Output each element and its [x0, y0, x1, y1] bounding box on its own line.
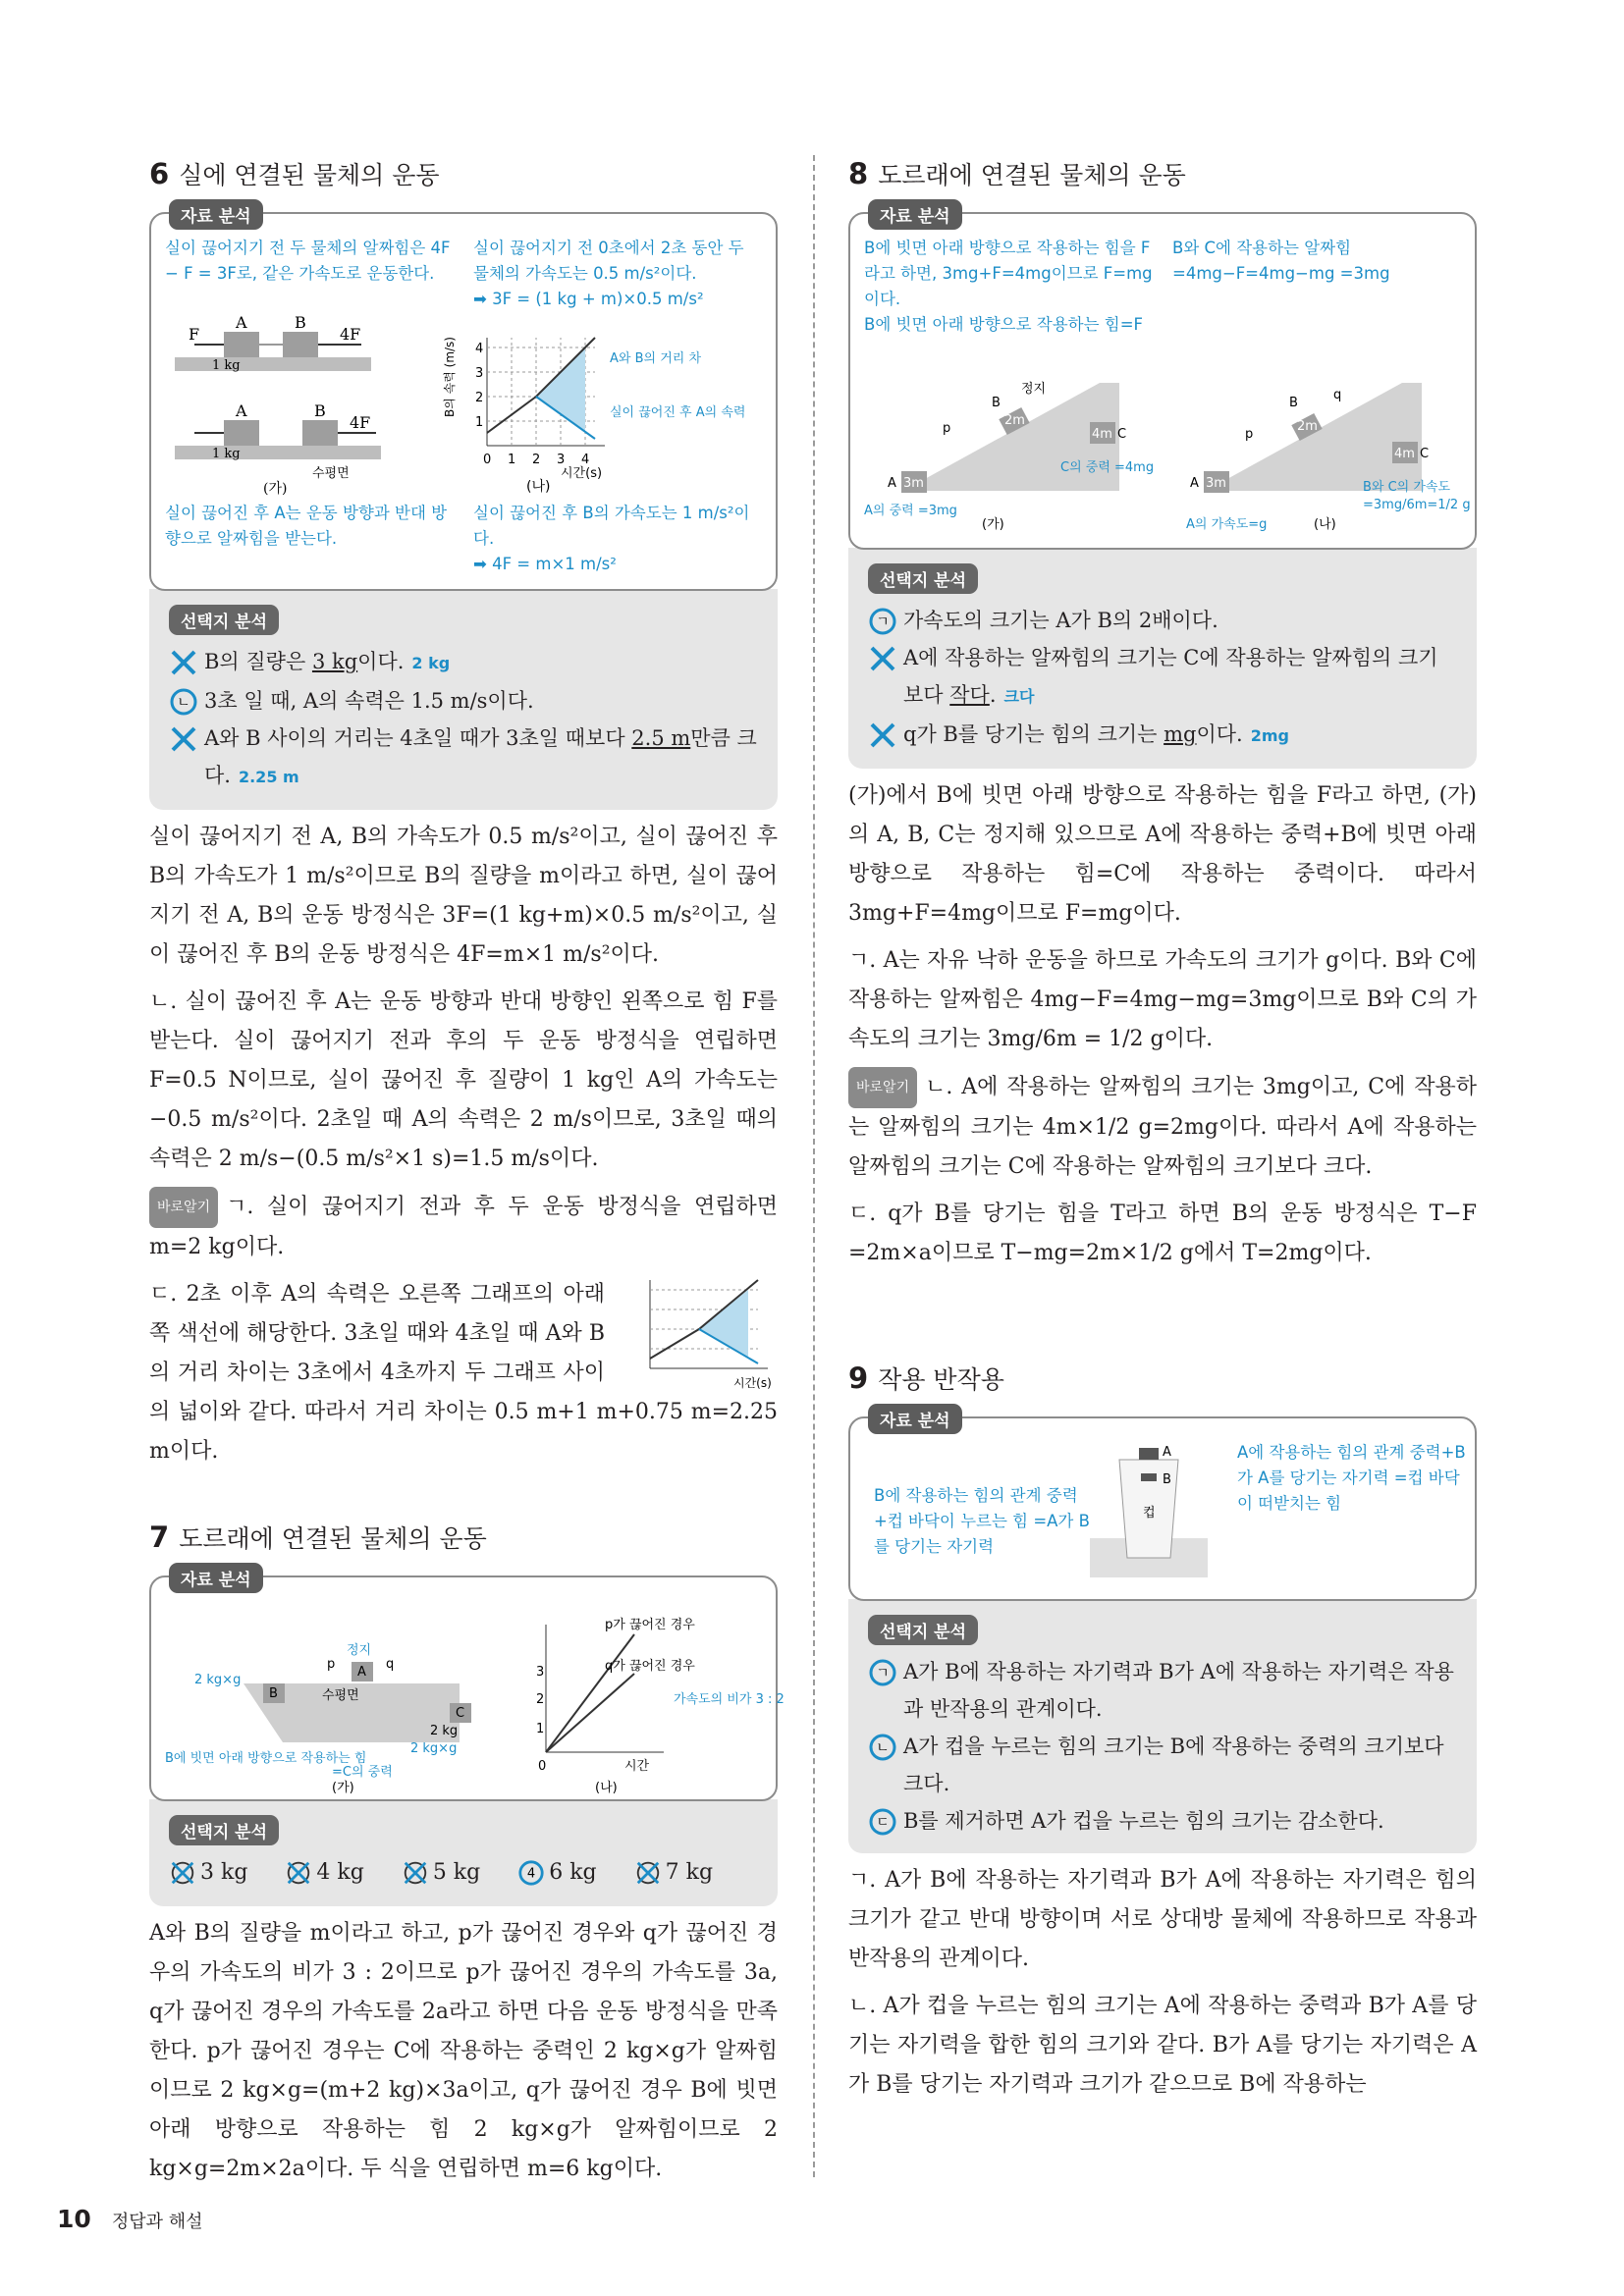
correct-circle-icon — [868, 607, 897, 636]
svg-text:B: B — [1163, 1472, 1171, 1487]
label-f: F — [189, 325, 200, 344]
choice-item: A와 B 사이의 거리는 4초일 때가 3초일 때보다 2.5 m만큼 크다. 2.25 m — [169, 720, 758, 796]
svg-text:정지: 정지 — [347, 1643, 372, 1658]
left-column — [149, 157, 785, 2189]
option-item: 7 kg — [634, 1853, 713, 1893]
svg-text:B: B — [992, 396, 1001, 410]
svg-text:B에 빗면 아래 방향으로 작용하는 힘: B에 빗면 아래 방향으로 작용하는 힘 — [165, 1751, 367, 1766]
svg-text:ㄴ: ㄴ — [177, 695, 190, 711]
inline-speed-graph — [621, 1275, 778, 1393]
problem-8-choices — [848, 548, 1477, 769]
choices-label: 선택지 분석 — [868, 563, 978, 594]
wrong-mark-icon — [868, 721, 897, 750]
figure-7b-graph — [507, 1605, 785, 1795]
svg-text:2m: 2m — [1004, 413, 1025, 428]
correct-circle-icon — [868, 1807, 897, 1837]
wrong-mark-icon — [169, 648, 198, 677]
svg-text:A: A — [1190, 476, 1199, 491]
option-item-correct: 4 6 kg — [517, 1853, 596, 1893]
explanation-paragraph: 바로알기 ㄱ. 실이 끊어지기 전과 후 두 운동 방정식을 연립하면 m=2 kg이다. — [149, 1187, 778, 1267]
figure-6b-graph — [428, 318, 762, 495]
svg-text:A의 가속도=g: A의 가속도=g — [1186, 517, 1268, 532]
explanation-paragraph: A와 B의 질량을 m이라고 하고, p가 끊어진 경우와 q가 끊어진 경우의 가속도의 비가 3 : 2이므로 p가 끊어진 경우의 가속도를 3a, q가 끊어진 경우의 가속도를 2a라고 하면 다음 운동 방정식을 만족한다. p가 끊어진 경우는 C에 작용하는 중력인 2 kg×g가 알짜힘이므로 2 kg×g=(m+2 kg)×3a이고, q가 끊어진 경우 B에 빗면 아래 방향으로 작용하는 힘 2 kg×g가 알짜힘이므로 2 kg×g=2m×2a이다. 두 식을 연립하면 m=6 kg이다. — [149, 1921, 778, 2181]
figure-label: (나) — [526, 479, 551, 495]
figure-8a-incline — [864, 344, 1159, 530]
svg-text:2 kg×g: 2 kg×g — [194, 1673, 242, 1687]
label-mass: 1 kg — [212, 447, 241, 461]
choice-item: ㄴ 3초 일 때, A의 속력은 1.5 m/s이다. — [169, 682, 758, 720]
x-axis-label: 시간(s) — [561, 466, 603, 481]
svg-text:(나): (나) — [595, 1781, 618, 1795]
problem-7-analysis-box — [149, 1571, 785, 1801]
svg-text:q: q — [1333, 388, 1342, 402]
tick-label: 3 — [557, 453, 566, 467]
analysis-label: 자료 분석 — [868, 1404, 962, 1434]
figure-6a-blocks — [165, 313, 401, 497]
y-axis-label: B의 속력 (m/s) — [443, 337, 457, 417]
floor — [175, 446, 381, 459]
svg-text:4: 4 — [527, 1866, 536, 1882]
right-column — [848, 157, 1477, 2105]
wrong-mark-icon — [402, 1859, 429, 1887]
footer-label: 정답과 해설 — [111, 2212, 203, 2232]
explanation-paragraph: ㄱ. A가 B에 작용하는 자기력과 B가 A에 작용하는 자기력은 힘의 크기가 같고 반대 방향이며 서로 상대방 물체에 작용하므로 작용과 반작용의 관계이다. — [848, 1868, 1477, 1971]
annotation: A와 B의 거리 차 — [610, 351, 701, 366]
svg-text:ㄱ: ㄱ — [876, 614, 890, 630]
problem-8-analysis-box — [848, 207, 1477, 550]
svg-text:C: C — [456, 1706, 465, 1721]
problem-9-choices — [848, 1599, 1477, 1853]
annotation: 실이 끊어지기 전 두 물체의 알짜힘은 4F − F = 3F로, 같은 가속도로 운동한다. — [165, 239, 451, 283]
svg-text:3m: 3m — [1206, 476, 1226, 491]
label-a: A — [236, 401, 247, 420]
svg-text:ㄴ: ㄴ — [876, 1740, 890, 1756]
page-number: 10 — [57, 2205, 91, 2233]
tick-label: 0 — [483, 453, 492, 467]
correction-tag: 바로알기 — [149, 1187, 218, 1228]
svg-text:2: 2 — [536, 1692, 545, 1707]
explanation-paragraph: ㄴ. A가 컵을 누르는 힘의 크기는 A에 작용하는 중력과 B가 A를 당기는 자기력을 합한 힘의 크기와 같다. B가 A를 당기는 자기력은 A가 B를 당기는 자기력과 크기가 같으므로 B에 작용하는 — [848, 1994, 1477, 2097]
explanation-paragraph: ㄷ. q가 B를 당기는 힘을 T라고 하면 B의 운동 방정식은 T−F =2m×a이므로 T−mg=2m×1/2 g에서 T=2mg이다. — [848, 1201, 1477, 1265]
choice-item: ㄱ 가속도의 크기는 A가 B의 2배이다. — [868, 602, 1457, 639]
svg-text:=C의 중력: =C의 중력 — [332, 1765, 393, 1780]
wrong-mark-icon — [169, 1859, 196, 1887]
figure-7a-pulleys — [165, 1605, 489, 1795]
tick-label: 1 — [475, 415, 484, 430]
svg-text:A: A — [1163, 1445, 1171, 1460]
tick-label: 4 — [581, 453, 590, 467]
tick-label: 2 — [532, 453, 541, 467]
svg-text:(나): (나) — [1314, 517, 1336, 532]
svg-text:p: p — [943, 421, 951, 436]
choice-item: ㄴ A가 컵을 누르는 힘의 크기는 B에 작용하는 중력의 크기보다 크다. — [868, 1728, 1457, 1802]
svg-text:3: 3 — [536, 1665, 545, 1680]
explanation-paragraph: ㄱ. A는 자유 낙하 운동을 하므로 가속도의 크기가 g이다. B와 C에 작용하는 알짜힘은 4mg−F=4mg−mg=3mg이므로 B와 C의 가속도의 크기는 3mg/6m = 1/2 g이다. — [848, 948, 1477, 1051]
svg-text:컵: 컵 — [1143, 1506, 1156, 1521]
analysis-label: 자료 분석 — [169, 1563, 263, 1593]
problem-7-choices — [149, 1799, 778, 1906]
tick-label: 4 — [475, 342, 484, 356]
tick-label: 2 — [475, 391, 484, 405]
svg-text:(가): (가) — [982, 517, 1004, 532]
wrong-mark-icon — [634, 1859, 662, 1887]
correct-circle-icon — [169, 687, 198, 717]
floor — [175, 357, 371, 371]
correct-circle-icon — [868, 1733, 897, 1762]
svg-text:가속도의 비가 3 : 2: 가속도의 비가 3 : 2 — [674, 1692, 785, 1707]
svg-text:1: 1 — [536, 1722, 545, 1736]
column-divider — [813, 155, 815, 2177]
svg-text:(가): (가) — [332, 1781, 354, 1795]
svg-text:2m: 2m — [1297, 419, 1318, 434]
svg-text:0: 0 — [538, 1759, 547, 1774]
cup-figure — [1080, 1440, 1218, 1587]
choice-item: B의 질량은 3 kg이다. 2 kg — [169, 643, 758, 682]
svg-text:4m: 4m — [1394, 447, 1415, 461]
analysis-label: 자료 분석 — [169, 199, 263, 230]
block-b — [283, 332, 318, 357]
analysis-label: 자료 분석 — [868, 199, 962, 230]
label-b: B — [314, 401, 326, 420]
annotation: B와 C에 작용하는 알짜힘 =4mg−F=4mg−mg =3mg — [1172, 239, 1390, 283]
svg-text:B: B — [1289, 396, 1298, 410]
wrong-mark-icon — [169, 724, 198, 754]
svg-text:A의 중력 =3mg: A의 중력 =3mg — [864, 504, 957, 518]
option-item: 5 kg — [402, 1853, 480, 1893]
correct-circle-icon — [517, 1859, 545, 1887]
choice-item: ㄱ A가 B에 작용하는 자기력과 B가 A에 작용하는 자기력은 작용과 반작용의 관계이다. — [868, 1653, 1457, 1728]
choices-label: 선택지 분석 — [169, 1815, 279, 1845]
svg-text:2 kg×g: 2 kg×g — [410, 1741, 458, 1756]
svg-text:C: C — [1420, 447, 1430, 461]
label-a: A — [236, 313, 247, 332]
choice-item: q가 B를 당기는 힘의 크기는 mg이다. 2mg — [868, 716, 1457, 755]
choices-label: 선택지 분석 — [169, 605, 279, 635]
problem-9-title: 9 작용 반작용 — [848, 1362, 1004, 1395]
label-4f: 4F — [350, 413, 371, 432]
figure-label: (가) — [263, 481, 288, 497]
svg-text:4m: 4m — [1092, 427, 1112, 442]
problem-7-title: 7 도르래에 연결된 물체의 운동 — [149, 1521, 487, 1554]
problem-9-analysis-box — [848, 1412, 1477, 1601]
label-4f: 4F — [340, 325, 361, 344]
choice-item: ㄷ B를 제거하면 A가 컵을 누르는 힘의 크기는 감소한다. — [868, 1802, 1457, 1840]
explanation-paragraph: (가)에서 B에 빗면 아래 방향으로 작용하는 힘을 F라고 하면, (가)의 A, B, C는 정지해 있으므로 A에 작용하는 중력+B에 빗면 아래 방향으로 작용하는 힘=C에 작용하는 중력이다. 따라서 3mg+F=4mg이므로 F=mg이다. — [848, 783, 1477, 926]
svg-text:3m: 3m — [903, 476, 924, 491]
svg-text:p가 끊어진 경우: p가 끊어진 경우 — [605, 1618, 695, 1632]
choice-item: A에 작용하는 알짜힘의 크기는 C에 작용하는 알짜힘의 크기보다 작다. 크다 — [868, 639, 1457, 716]
explanation-paragraph: ㄴ. 실이 끊어진 후 A는 운동 방향과 반대 방향인 왼쪽으로 힘 F를 받는다. 실이 끊어지기 전과 후의 두 운동 방정식을 연립하면 F=0.5 N이므로, 실이 끊어진 후 질량이 1 kg인 A의 가속도는 −0.5 m/s²이다. 2초일 때 A의 속력은 2 m/s이므로, 3초일 때의 속력은 2 m/s−(0.5 m/s²×1 s)=1.5 m/s이다. — [149, 989, 778, 1171]
annotation: 실이 끊어진 후 B의 가속도는 1 m/s²이다. ➡ 4F = m×1 m/s² — [473, 504, 750, 573]
explanation-paragraph: 실이 끊어지기 전 A, B의 가속도가 0.5 m/s²이고, 실이 끊어진 후 B의 가속도가 1 m/s²이므로 B의 질량을 m이라고 하면, 실이 끊어지기 전 A, B의 운동 방정식은 3F=(1 kg+m)×0.5 m/s²이고, 실이 끊어진 후 B의 운동 방정식은 4F=m×1 m/s²이다. — [149, 825, 778, 967]
svg-text:q가 끊어진 경우: q가 끊어진 경우 — [605, 1659, 695, 1674]
svg-text:시간(s): 시간(s) — [733, 1376, 772, 1390]
annotation: 실이 끊어진 후 A는 운동 방향과 반대 방향으로 알짜힘을 받는다. — [165, 504, 448, 548]
annotation: B에 빗면 아래 방향으로 작용하는 힘을 F라고 하면, 3mg+F=4mg이므로 F=mg이다. B에 빗면 아래 방향으로 작용하는 힘=F — [864, 239, 1153, 334]
svg-text:ㄷ: ㄷ — [876, 1815, 890, 1831]
svg-text:시간: 시간 — [624, 1759, 650, 1774]
svg-text:2 kg: 2 kg — [430, 1724, 459, 1738]
wrong-mark-icon — [285, 1859, 312, 1887]
svg-text:C의 중력 =4mg: C의 중력 =4mg — [1060, 460, 1155, 475]
page-footer — [57, 2205, 203, 2233]
label-mass: 1 kg — [212, 358, 241, 373]
svg-text:p: p — [327, 1657, 336, 1672]
problem-6-choices — [149, 589, 778, 810]
annotation: B에 작용하는 힘의 관계 중력+컵 바닥이 누르는 힘 =A가 B를 당기는 자기력 — [874, 1486, 1090, 1556]
svg-text:p: p — [1245, 427, 1254, 442]
option-item: 4 kg — [285, 1853, 363, 1893]
svg-text:C: C — [1117, 427, 1127, 442]
annotation: 실이 끊어진 후 A의 속력 — [610, 405, 746, 420]
label-b: B — [295, 313, 306, 332]
correction-tag: 바로알기 — [848, 1067, 917, 1108]
svg-text:q: q — [386, 1657, 395, 1672]
svg-text:정지: 정지 — [1021, 382, 1047, 397]
svg-text:B: B — [269, 1686, 278, 1701]
figure-8b-incline — [1166, 344, 1471, 532]
wrong-mark-icon — [868, 644, 897, 673]
problem-6-analysis-box — [149, 207, 778, 591]
svg-text:A: A — [888, 476, 896, 491]
annotation: 실이 끊어지기 전 0초에서 2초 동안 두 물체의 가속도는 0.5 m/s²이다. ➡ 3F = (1 kg + m)×0.5 m/s² — [473, 239, 744, 308]
svg-text:=3mg/6m=1/2 g: =3mg/6m=1/2 g — [1363, 498, 1471, 512]
tick-label: 3 — [475, 366, 484, 381]
block-b — [302, 420, 338, 446]
correct-circle-icon — [868, 1658, 897, 1687]
choices-label: 선택지 분석 — [868, 1615, 978, 1645]
svg-text:A: A — [357, 1665, 366, 1680]
block-a — [224, 332, 259, 357]
svg-text:수평면: 수평면 — [322, 1688, 359, 1703]
label-floor: 수평면 — [312, 466, 350, 481]
explanation-paragraph: 바로알기 ㄴ. A에 작용하는 알짜힘의 크기는 3mg이고, C에 작용하는 알짜힘의 크기는 4m×1/2 g=2mg이다. 따라서 A에 작용하는 알짜힘의 크기는 C에 작용하는 알짜힘의 크기보다 크다. — [848, 1067, 1477, 1187]
problem-8-title: 8 도르래에 연결된 물체의 운동 — [848, 157, 1186, 190]
option-item: 3 kg — [169, 1853, 247, 1893]
annotation: A에 작용하는 힘의 관계 중력+B가 A를 당기는 자기력 =컵 바닥이 떠받치는 힘 — [1237, 1443, 1466, 1513]
tick-label: 1 — [508, 453, 516, 467]
svg-text:B와 C의 가속도: B와 C의 가속도 — [1363, 480, 1451, 495]
explanation-paragraph: 시간(s) ㄷ. 2초 이후 A의 속력은 오른쪽 그래프의 아래쪽 색선에 해당한다. 3초일 때와 4초일 때 A와 B의 거리 차이는 3초에서 4초까지 두 그래프 사이의 넓이와 같다. 따라서 거리 차이는 0.5 m+1 m+0.75 m=2.25 m이다. — [149, 1275, 778, 1471]
block-a — [224, 420, 259, 446]
problem-6-title: 6 실에 연결된 물체의 운동 — [149, 157, 440, 190]
svg-text:ㄱ: ㄱ — [876, 1666, 890, 1682]
